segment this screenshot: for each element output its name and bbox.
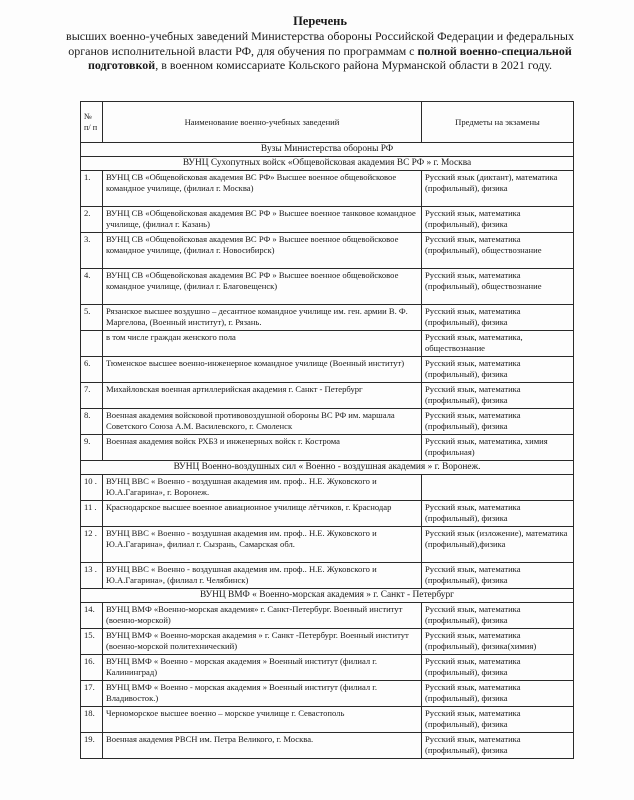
section-title: ВУНЦ Сухопутных войск «Общевойсковая академия ВС РФ » г. Москва bbox=[81, 157, 574, 171]
table-row bbox=[81, 733, 574, 759]
row-number: 2. bbox=[81, 207, 103, 233]
exam-subjects: Русский язык, математика (профильный), физика bbox=[422, 681, 574, 707]
section-row-ministry bbox=[81, 143, 574, 157]
row-number: 15. bbox=[81, 629, 103, 655]
row-number: 16. bbox=[81, 655, 103, 681]
institution-name: ВУНЦ ВМФ « Военно - морская академия » Военный институт (филиал г. Владивосток.) bbox=[103, 681, 422, 707]
table-body bbox=[81, 143, 574, 759]
row-number: 13 . bbox=[81, 563, 103, 589]
section-title: ВУНЦ ВМФ « Военно-морская академия » г. Санкт - Петербург bbox=[81, 589, 574, 603]
table-row bbox=[81, 707, 574, 733]
exam-subjects: Русский язык, математика (профильный), обществознание bbox=[422, 233, 574, 269]
row-number: 9. bbox=[81, 435, 103, 461]
row-number: 6. bbox=[81, 357, 103, 383]
table-row bbox=[81, 655, 574, 681]
exam-subjects: Русский язык, математика (профильный), физика bbox=[422, 409, 574, 435]
section-title: ВУНЦ Военно-воздушных сил « Военно - воздушная академия » г. Воронеж. bbox=[81, 461, 574, 475]
institution-name: Военная академия войсковой противовоздушной обороны ВС РФ им. маршала Советского Союза А.М. Василевского, г. Смоленск bbox=[103, 409, 422, 435]
exam-subjects: Русский язык, математика, обществознание bbox=[422, 331, 574, 357]
table-row bbox=[81, 629, 574, 655]
section-row bbox=[81, 157, 574, 171]
table-row bbox=[81, 305, 574, 331]
header-number: № п/ п bbox=[81, 102, 103, 143]
subtitle-emphasis: полной военно-специальной подготовкой bbox=[87, 43, 572, 72]
institution-name: ВУНЦ СВ «Общевойсковая академия ВС РФ » Высшее военное общевойсковое командное училище, (филиал г. Благовещенск) bbox=[103, 269, 422, 305]
table-row bbox=[81, 563, 574, 589]
institution-name: ВУНЦ ВВС « Военно - воздушная академия им. проф.. Н.Е. Жуковского и Ю.А.Гагарина», филиал г. Сызрань, Самарская обл. bbox=[103, 527, 422, 563]
exam-subjects: Русский язык, математика (профильный), физика bbox=[422, 305, 574, 331]
row-number: 12 . bbox=[81, 527, 103, 563]
institution-name: Черноморское высшее военно – морское училище г. Севастополь bbox=[103, 707, 422, 733]
table-row bbox=[81, 475, 574, 501]
exam-subjects: Русский язык, математика (профильный), физика bbox=[422, 357, 574, 383]
table-row bbox=[81, 269, 574, 305]
row-number: 1. bbox=[81, 171, 103, 207]
institutions-table bbox=[80, 101, 574, 759]
institution-name: ВУНЦ ВВС « Военно - воздушная академия им. проф.. Н.Е. Жуковского и Ю.А.Гагарина», (филиал г. Челябинск) bbox=[103, 563, 422, 589]
header-institution-name: Наименование военно-учебных заведений bbox=[103, 102, 422, 143]
exam-subjects: Русский язык, математика (профильный), физика bbox=[422, 707, 574, 733]
table-row bbox=[81, 681, 574, 707]
row-number: 14. bbox=[81, 603, 103, 629]
row-number bbox=[81, 331, 103, 357]
institution-name: ВУНЦ ВМФ « Военно - морская академия » Военный институт (филиал г. Калининград) bbox=[103, 655, 422, 681]
row-number: 19. bbox=[81, 733, 103, 759]
subtitle-text-1: высших военно-учебных заведений Министерства обороны Российской Федерации и федеральных органов исполнительной власти РФ, для обучения по программам с bbox=[66, 29, 574, 58]
header-exam-subjects: Предметы на экзамены bbox=[422, 102, 574, 143]
table-row bbox=[81, 233, 574, 269]
institution-name: ВУНЦ ВВС « Военно - воздушная академия им. проф.. Н.Е. Жуковского и Ю.А.Гагарина», г. Воронеж. bbox=[103, 475, 422, 501]
exam-subjects: Русский язык, математика (профильный), физика bbox=[422, 563, 574, 589]
exam-subjects: Русский язык, математика (профильный), физика bbox=[422, 733, 574, 759]
document-title: Перечень bbox=[293, 14, 347, 28]
exam-subjects: Русский язык, математика (профильный), физика bbox=[422, 655, 574, 681]
table-row bbox=[81, 207, 574, 233]
table-header-row bbox=[81, 102, 574, 143]
exam-subjects: Русский язык, математика (профильный), физика bbox=[422, 383, 574, 409]
institution-name: ВУНЦ СВ «Общевойсковая академия ВС РФ » Высшее военное общевойсковое командное училище, (филиал г. Новосибирск) bbox=[103, 233, 422, 269]
row-number: 18. bbox=[81, 707, 103, 733]
exam-subjects: Русский язык, математика (профильный), обществознание bbox=[422, 269, 574, 305]
table-row bbox=[81, 383, 574, 409]
row-number: 4. bbox=[81, 269, 103, 305]
institution-name: Михайловская военная артиллерийская академия г. Санкт - Петербург bbox=[103, 383, 422, 409]
exam-subjects: Русский язык, математика (профильный), физика(химия) bbox=[422, 629, 574, 655]
subtitle-text-2: , в военном комиссариате Кольского района Мурманской области в 2021 году. bbox=[155, 58, 553, 72]
exam-subjects: Русский язык (изложение), математика (профильный),физика bbox=[422, 527, 574, 563]
table-row bbox=[81, 501, 574, 527]
row-number: 11 . bbox=[81, 501, 103, 527]
section-row bbox=[81, 461, 574, 475]
table-row bbox=[81, 357, 574, 383]
exam-subjects: Русский язык, математика (профильный), физика bbox=[422, 207, 574, 233]
row-number: 7. bbox=[81, 383, 103, 409]
exam-subjects: Русский язык, математика (профильный), физика bbox=[422, 501, 574, 527]
exam-subjects: Русский язык, математика, химия (профильная) bbox=[422, 435, 574, 461]
institution-name: ВУНЦ СВ «Общевойсковая академия ВС РФ » Высшее военное танковое командное училище, (филиал г. Казань) bbox=[103, 207, 422, 233]
institution-name: Краснодарское высшее военное авиационное училище лётчиков, г. Краснодар bbox=[103, 501, 422, 527]
section-row bbox=[81, 589, 574, 603]
institution-name: в том числе граждан женского пола bbox=[103, 331, 422, 357]
table-row bbox=[81, 331, 574, 357]
exam-subjects bbox=[422, 475, 574, 501]
row-number: 8. bbox=[81, 409, 103, 435]
institution-name: Военная академия РВСН им. Петра Великого, г. Москва. bbox=[103, 733, 422, 759]
table-row bbox=[81, 435, 574, 461]
table-row bbox=[81, 527, 574, 563]
document-subtitle bbox=[60, 29, 580, 73]
institution-name: Тюменское высшее военно-инженерное командное училище (Военный институт) bbox=[103, 357, 422, 383]
exam-subjects: Русский язык (диктант), математика (профильный), физика bbox=[422, 171, 574, 207]
exam-subjects: Русский язык, математика (профильный), физика bbox=[422, 603, 574, 629]
institution-name: ВУНЦ ВМФ « Военно-морская академия » г. Санкт -Петербург. Военный институт (военно-морской политехнический) bbox=[103, 629, 422, 655]
row-number: 5. bbox=[81, 305, 103, 331]
table-row bbox=[81, 171, 574, 207]
row-number: 10 . bbox=[81, 475, 103, 501]
row-number: 17. bbox=[81, 681, 103, 707]
section-title: Вузы Министерства обороны РФ bbox=[81, 143, 574, 157]
table-row bbox=[81, 409, 574, 435]
institution-name: Рязанское высшее воздушно – десантное командное училище им. ген. армии В. Ф. Маргелова, (Военный институт), г. Рязань. bbox=[103, 305, 422, 331]
institution-name: Военная академия войск РХБЗ и инженерных войск г. Кострома bbox=[103, 435, 422, 461]
document-heading bbox=[60, 14, 580, 73]
institution-name: ВУНЦ ВМФ «Военно-морская академия» г. Санкт-Петербург. Военный институт (военно-морской) bbox=[103, 603, 422, 629]
institution-name: ВУНЦ СВ «Общевойсковая академия ВС РФ» Высшее военное общевойсковое командное училище, (филиал г. Москва) bbox=[103, 171, 422, 207]
row-number: 3. bbox=[81, 233, 103, 269]
table-row bbox=[81, 603, 574, 629]
